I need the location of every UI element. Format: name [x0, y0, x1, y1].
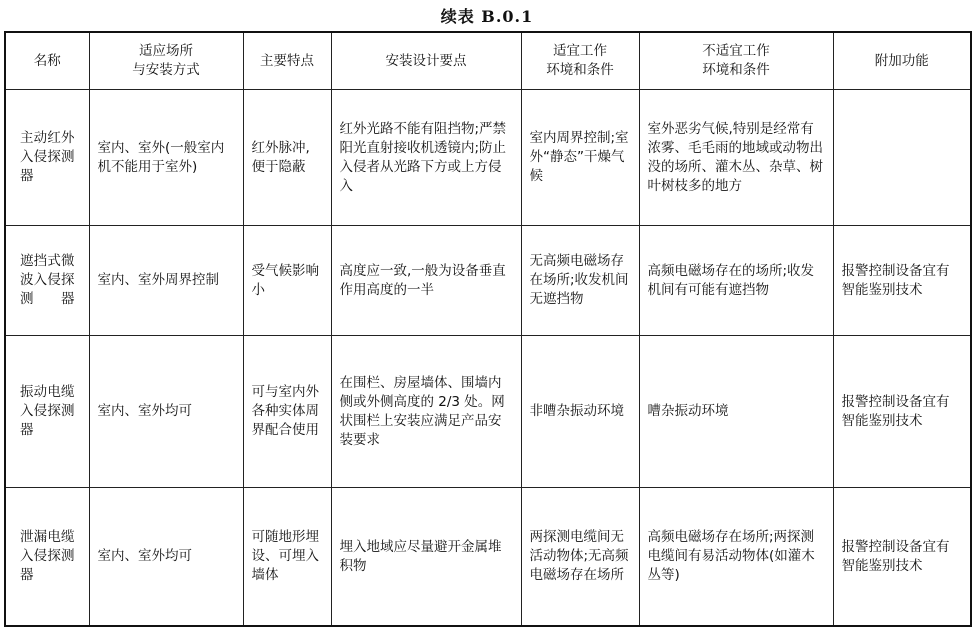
cell-unsuitable: 高频电磁场存在的场所;收发机间有可能有遮挡物	[639, 226, 833, 336]
cell-extra: 报警控制设备宜有智能鉴别技术	[833, 336, 971, 488]
col-header-name: 名称	[5, 32, 89, 90]
col-header-site: 适应场所 与安装方式	[89, 32, 243, 90]
col-header-feature: 主要特点	[243, 32, 331, 90]
cell-name: 泄漏电缆入侵探测器	[5, 488, 89, 626]
cell-unsuitable: 高频电磁场存在场所;两探测电缆间有易活动物体(如灌木丛等)	[639, 488, 833, 626]
cell-extra	[833, 90, 971, 226]
cell-feature: 受气候影响小	[243, 226, 331, 336]
cell-site: 室内、室外周界控制	[89, 226, 243, 336]
cell-design: 红外光路不能有阻挡物;严禁阳光直射接收机透镜内;防止入侵者从光路下方或上方侵入	[331, 90, 521, 226]
cell-suitable: 室内周界控制;室外“静态”干燥气候	[521, 90, 639, 226]
cell-design: 高度应一致,一般为设备垂直作用高度的一半	[331, 226, 521, 336]
cell-site: 室内、室外均可	[89, 488, 243, 626]
cell-feature: 红外脉冲,便于隐蔽	[243, 90, 331, 226]
cell-suitable: 无高频电磁场存在场所;收发机间无遮挡物	[521, 226, 639, 336]
cell-design: 在围栏、房屋墙体、围墙内侧或外侧高度的 2/3 处。网状围栏上安装应满足产品安装要求	[331, 336, 521, 488]
cell-suitable: 非嘈杂振动环境	[521, 336, 639, 488]
header-row	[5, 32, 971, 90]
cell-unsuitable: 嘈杂振动环境	[639, 336, 833, 488]
cell-feature: 可与室内外各种实体周界配合使用	[243, 336, 331, 488]
cell-design: 埋入地域应尽量避开金属堆积物	[331, 488, 521, 626]
detector-table	[4, 31, 972, 627]
cell-name: 振动电缆入侵探测器	[5, 336, 89, 488]
table-row	[5, 90, 971, 226]
col-header-design: 安装设计要点	[331, 32, 521, 90]
cell-feature: 可随地形埋设、可埋入墙体	[243, 488, 331, 626]
cell-extra: 报警控制设备宜有智能鉴别技术	[833, 488, 971, 626]
col-header-unsuitable: 不适宜工作 环境和条件	[639, 32, 833, 90]
table-row	[5, 336, 971, 488]
col-header-suitable: 适宜工作 环境和条件	[521, 32, 639, 90]
table-title: 续表 B.0.1	[440, 7, 534, 26]
table-row	[5, 488, 971, 626]
table-row	[5, 226, 971, 336]
cell-name: 主动红外入侵探测器	[5, 90, 89, 226]
col-header-extra: 附加功能	[833, 32, 971, 90]
cell-site: 室内、室外均可	[89, 336, 243, 488]
cell-site: 室内、室外(一般室内机不能用于室外)	[89, 90, 243, 226]
cell-extra: 报警控制设备宜有智能鉴别技术	[833, 226, 971, 336]
cell-name: 遮挡式微波入侵探测器	[5, 226, 89, 336]
cell-unsuitable: 室外恶劣气候,特别是经常有浓雾、毛毛雨的地域或动物出没的场所、灌木丛、杂草、树叶树枝多的地方	[639, 90, 833, 226]
cell-suitable: 两探测电缆间无活动物体;无高频电磁场存在场所	[521, 488, 639, 626]
